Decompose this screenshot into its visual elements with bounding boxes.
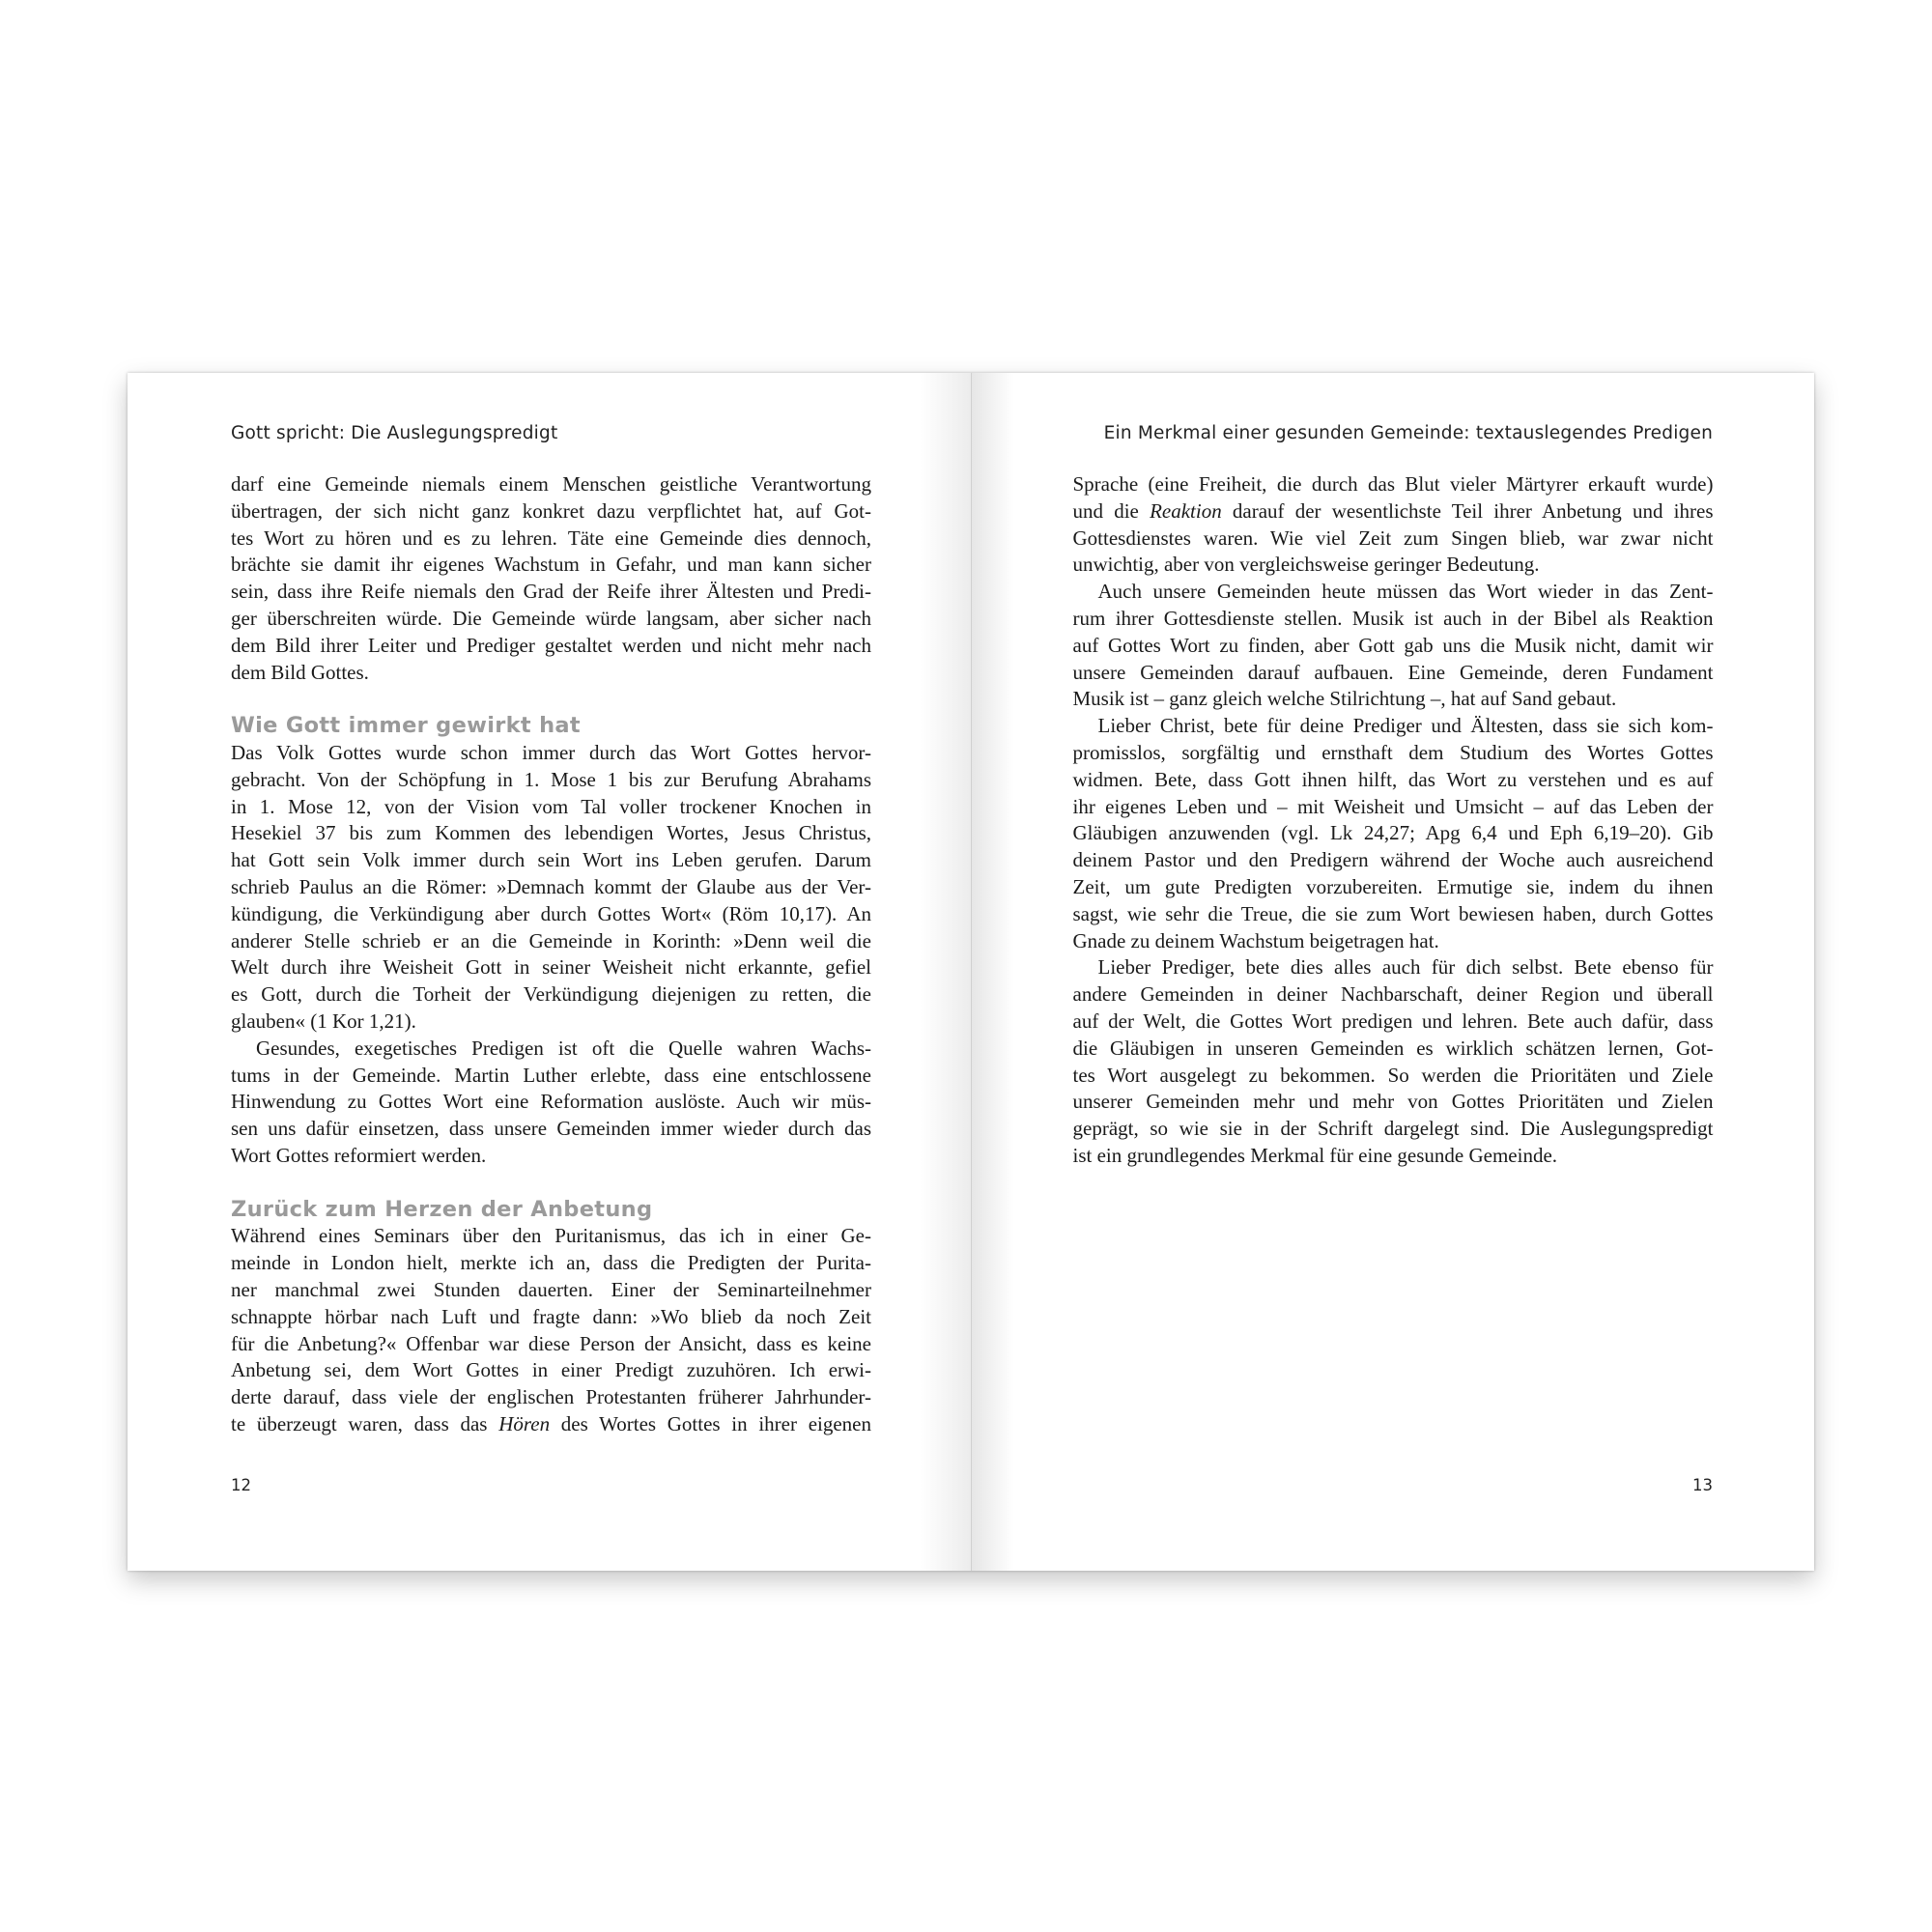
text-line: Welt durch ihre Weisheit Gott in seiner Weisheit nicht erkannte, gefiel bbox=[231, 955, 871, 980]
text-line: promisslos, sorgfältig und ernsthaft dem Studium des Wortes Gottes bbox=[1072, 740, 1714, 764]
text-line: Auch unsere Gemeinden heute müssen das Wort wieder in das Zent- bbox=[1097, 580, 1714, 604]
text-line: brächte sie damit ihr eigenes Wachstum in Gefahr, und man kann sicher bbox=[231, 553, 871, 577]
book-spread bbox=[128, 373, 1814, 1571]
text-line: Während eines Seminars über den Puritanismus, das ich in einer Ge- bbox=[231, 1224, 871, 1248]
text-line: kündigung, die Verkündigung aber durch Gottes Wort« (Röm 10,17). An bbox=[231, 901, 871, 925]
section-heading-wie-gott: Wie Gott immer gewirkt hat bbox=[231, 713, 581, 739]
text-line: ihr eigenes Leben und – mit Weisheit und Umsicht – auf das Leben der bbox=[1072, 794, 1714, 818]
left-page-number: 12 bbox=[231, 1476, 251, 1494]
text-line: andere Gemeinden in deiner Nachbarschaft, deiner Region und überall bbox=[1072, 982, 1714, 1007]
text-line: Anbetung sei, dem Wort Gottes in einer Predigt zuzuhören. Ich erwi- bbox=[231, 1358, 871, 1382]
emphasis-hoeren: Hören bbox=[498, 1411, 551, 1435]
text-line: die Gläubigen in unseren Gemeinden es wirklich schätzen lernen, Got- bbox=[1072, 1036, 1714, 1060]
text-line: unwichtig, aber von vergleichsweise geringer Bedeutung. bbox=[1072, 553, 1540, 577]
text-line: derte darauf, dass viele der englischen Protestanten früherer Jahrhunder- bbox=[231, 1385, 871, 1409]
text-line: ner manchmal zwei Stunden dauerten. Einer der Seminarteilnehmer bbox=[231, 1277, 871, 1301]
text-line: Gesundes, exegetisches Predigen ist oft die Quelle wahren Wachs- bbox=[256, 1036, 871, 1060]
left-running-head: Gott spricht: Die Auslegungspredigt bbox=[231, 423, 558, 443]
left-page bbox=[128, 373, 971, 1571]
text-line: auf Gottes Wort zu finden, aber Gott gab uns die Musik nicht, damit wir bbox=[1072, 633, 1714, 657]
right-paragraph-1 bbox=[1073, 471, 1714, 579]
text-line: gebracht. Von der Schöpfung in 1. Mose 1 bis zur Berufung Abrahams bbox=[231, 767, 871, 791]
left-paragraph-1 bbox=[231, 471, 871, 686]
right-paragraph-4 bbox=[1073, 954, 1714, 1169]
text-line: schrieb Paulus an die Römer: »Demnach kommt der Glaube aus der Ver- bbox=[231, 874, 871, 898]
text-line: sein, dass ihre Reife niemals den Grad der Reife ihrer Ältesten und Predi- bbox=[231, 580, 871, 604]
right-running-head: Ein Merkmal einer gesunden Gemeinde: textauslegendes Predigen bbox=[1103, 423, 1713, 443]
text-line: Lieber Prediger, bete dies alles auch für dich selbst. Bete ebenso für bbox=[1097, 955, 1714, 980]
text-line: geprägt, so wie sie in der Schrift dargelegt sind. Die Auslegungspredigt bbox=[1072, 1117, 1714, 1141]
left-paragraph-2 bbox=[231, 740, 871, 1036]
text-line: ist ein grundlegendes Merkmal für eine gesunde Gemeinde. bbox=[1072, 1143, 1558, 1167]
text-line bbox=[1073, 498, 1714, 526]
text-line: Das Volk Gottes wurde schon immer durch das Wort Gottes hervor- bbox=[231, 740, 871, 764]
text-line: sagst, wie sehr die Treue, die sie zum Wort bewiesen haben, durch Gottes bbox=[1072, 901, 1714, 925]
text-line: dem Bild Gottes. bbox=[231, 660, 369, 684]
text-line: Hesekiel 37 bis zum Kommen des lebendigen Wortes, Jesus Christus, bbox=[231, 821, 871, 845]
text-line: ger überschreiten würde. Die Gemeinde würde langsam, aber sicher nach bbox=[231, 606, 871, 630]
text-line: schnappte hörbar nach Luft und fragte dann: »Wo blieb da noch Zeit bbox=[231, 1304, 871, 1328]
text-line: meinde in London hielt, merkte ich an, dass die Predigten der Purita- bbox=[231, 1251, 871, 1275]
text-line: unserer Gemeinden mehr und mehr von Gottes Prioritäten und Zielen bbox=[1072, 1090, 1714, 1114]
text-line: Gottesdienstes waren. Wie viel Zeit zum Singen blieb, war zwar nicht bbox=[1072, 526, 1714, 550]
text-line: glauben« (1 Kor 1,21). bbox=[231, 1009, 416, 1033]
emphasis-reaktion: Reaktion bbox=[1150, 498, 1222, 523]
text-line: Hinwendung zu Gottes Wort eine Reformation auslöste. Auch wir müs- bbox=[231, 1090, 871, 1114]
text-line: rum ihrer Gottesdienste stellen. Musik ist auch in der Bibel als Reaktion bbox=[1072, 606, 1714, 630]
right-text-block bbox=[1073, 471, 1714, 1170]
left-text-block bbox=[231, 471, 871, 1438]
left-paragraph-4 bbox=[231, 1223, 871, 1437]
right-page bbox=[971, 373, 1815, 1571]
text-line: Zeit, um gute Predigten vorzubereiten. Ermutige sie, indem du ihnen bbox=[1072, 874, 1714, 898]
text-line: Gläubigen anzuwenden (vgl. Lk 24,27; Apg 6,4 und Eph 6,19–20). Gib bbox=[1072, 821, 1714, 845]
text-line: widmen. Bete, dass Gott ihnen hilft, das Wort zu verstehen und es auf bbox=[1072, 767, 1714, 791]
right-page-number: 13 bbox=[1692, 1476, 1713, 1494]
text-line: darf eine Gemeinde niemals einem Menschen geistliche Verantwortung bbox=[231, 472, 871, 496]
text-line: Lieber Christ, bete für deine Prediger und Ältesten, dass sie sich kom- bbox=[1097, 714, 1714, 738]
text-run: darauf der wesentlichste Teil ihrer Anbetung und ihres bbox=[1221, 498, 1714, 523]
text-line: für die Anbetung?« Offenbar war diese Person der Ansicht, dass es keine bbox=[231, 1331, 871, 1355]
text-line bbox=[231, 1411, 871, 1438]
right-paragraph-3 bbox=[1073, 713, 1714, 954]
text-line: tes Wort ausgelegt zu bekommen. So werden die Prioritäten und Ziele bbox=[1072, 1063, 1714, 1087]
left-paragraph-3 bbox=[231, 1036, 871, 1170]
text-line: Musik ist – ganz gleich welche Stilrichtung –, hat auf Sand gebaut. bbox=[1072, 687, 1617, 711]
text-run: des Wortes Gottes in ihrer eigenen bbox=[550, 1411, 871, 1435]
text-line: sen uns dafür einsetzen, dass unsere Gemeinden immer wieder durch das bbox=[231, 1117, 871, 1141]
text-line: tes Wort zu hören und es zu lehren. Täte eine Gemeinde dies dennoch, bbox=[231, 526, 871, 550]
text-line: deinem Pastor und den Predigern während der Woche auch ausreichend bbox=[1072, 848, 1714, 872]
text-line: hat Gott sein Volk immer durch sein Wort ins Leben gerufen. Darum bbox=[231, 848, 871, 872]
text-run: te überzeugt waren, dass das bbox=[231, 1411, 499, 1435]
right-paragraph-2 bbox=[1073, 579, 1714, 713]
text-line: in 1. Mose 12, von der Vision vom Tal voller trockener Knochen in bbox=[231, 794, 871, 818]
text-line: unsere Gemeinden darauf aufbauen. Eine Gemeinde, deren Fundament bbox=[1072, 660, 1714, 684]
text-line: anderer Stelle schrieb er an die Gemeinde in Korinth: »Denn weil die bbox=[231, 928, 871, 952]
text-line: Wort Gottes reformiert werden. bbox=[231, 1143, 487, 1167]
section-heading-zurueck: Zurück zum Herzen der Anbetung bbox=[231, 1196, 653, 1222]
text-run: und die bbox=[1072, 498, 1151, 523]
text-line: Gnade zu deinem Wachstum beigetragen hat. bbox=[1072, 928, 1439, 952]
text-line: Sprache (eine Freiheit, die durch das Blut vieler Märtyrer erkauft wurde) bbox=[1072, 472, 1714, 496]
text-line: dem Bild ihrer Leiter und Prediger gestaltet werden und nicht mehr nach bbox=[231, 633, 871, 657]
text-line: übertragen, der sich nicht ganz konkret dazu verpflichtet hat, auf Got- bbox=[231, 498, 871, 523]
text-line: es Gott, durch die Torheit der Verkündigung diejenigen zu retten, die bbox=[231, 982, 871, 1007]
text-line: tums in der Gemeinde. Martin Luther erlebte, dass eine entschlossene bbox=[231, 1063, 871, 1087]
text-line: auf der Welt, die Gottes Wort predigen und lehren. Bete auch dafür, dass bbox=[1072, 1009, 1714, 1033]
